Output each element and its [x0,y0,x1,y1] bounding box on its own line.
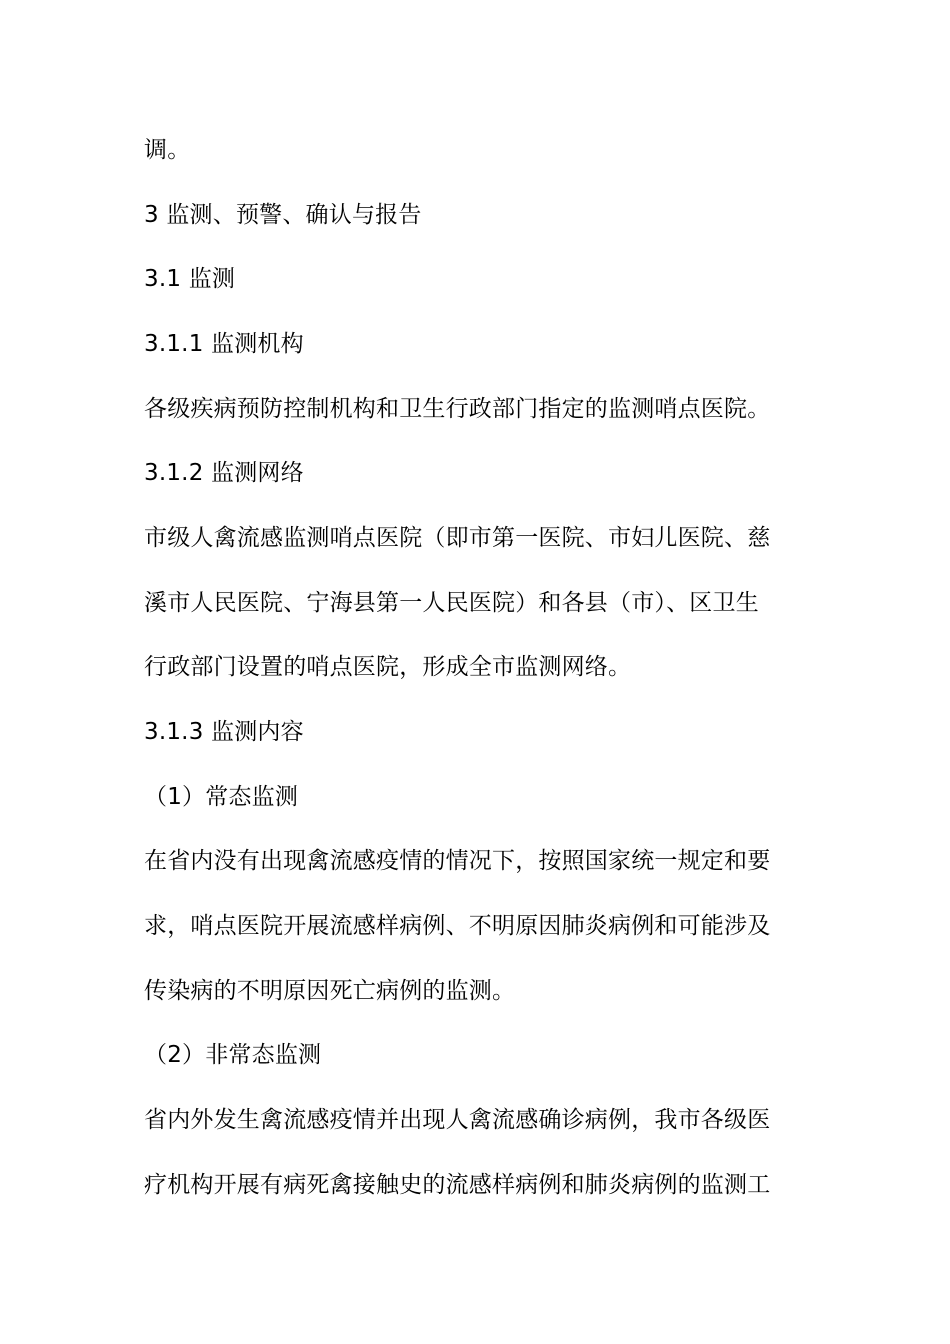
subsubsection-heading: 3.1.1 监测机构 [144,331,304,357]
section-heading: 3 监测、预警、确认与报告 [144,202,422,228]
paragraph-line: 市级人禽流感监测哨点医院（即市第一医院、市妇儿医院、慈 [144,525,771,551]
paragraph-line: 疗机构开展有病死禽接触史的流感样病例和肺炎病例的监测工 [144,1172,771,1198]
paragraph-line: 各级疾病预防控制机构和卫生行政部门指定的监测哨点医院。 [144,396,771,422]
paragraph-line: 溪市人民医院、宁海县第一人民医院）和各县（市）、区卫生 [144,590,759,616]
paragraph-line: 求，哨点医院开展流感样病例、不明原因肺炎病例和可能涉及 [144,913,771,939]
paragraph-line: 在省内没有出现禽流感疫情的情况下，按照国家统一规定和要 [144,848,771,874]
paragraph-line: 传染病的不明原因死亡病例的监测。 [144,978,516,1004]
subsubsection-heading: 3.1.2 监测网络 [144,460,304,486]
paragraph-line: 行政部门设置的哨点医院，形成全市监测网络。 [144,654,632,680]
list-heading: （2）非常态监测 [144,1042,322,1068]
subsubsection-heading: 3.1.3 监测内容 [144,719,304,745]
subsection-heading: 3.1 监测 [144,266,236,292]
list-heading: （1）常态监测 [144,784,299,810]
paragraph-continuation: 调。 [144,137,191,163]
paragraph-line: 省内外发生禽流感疫情并出现人禽流感确诊病例，我市各级医 [144,1107,771,1133]
